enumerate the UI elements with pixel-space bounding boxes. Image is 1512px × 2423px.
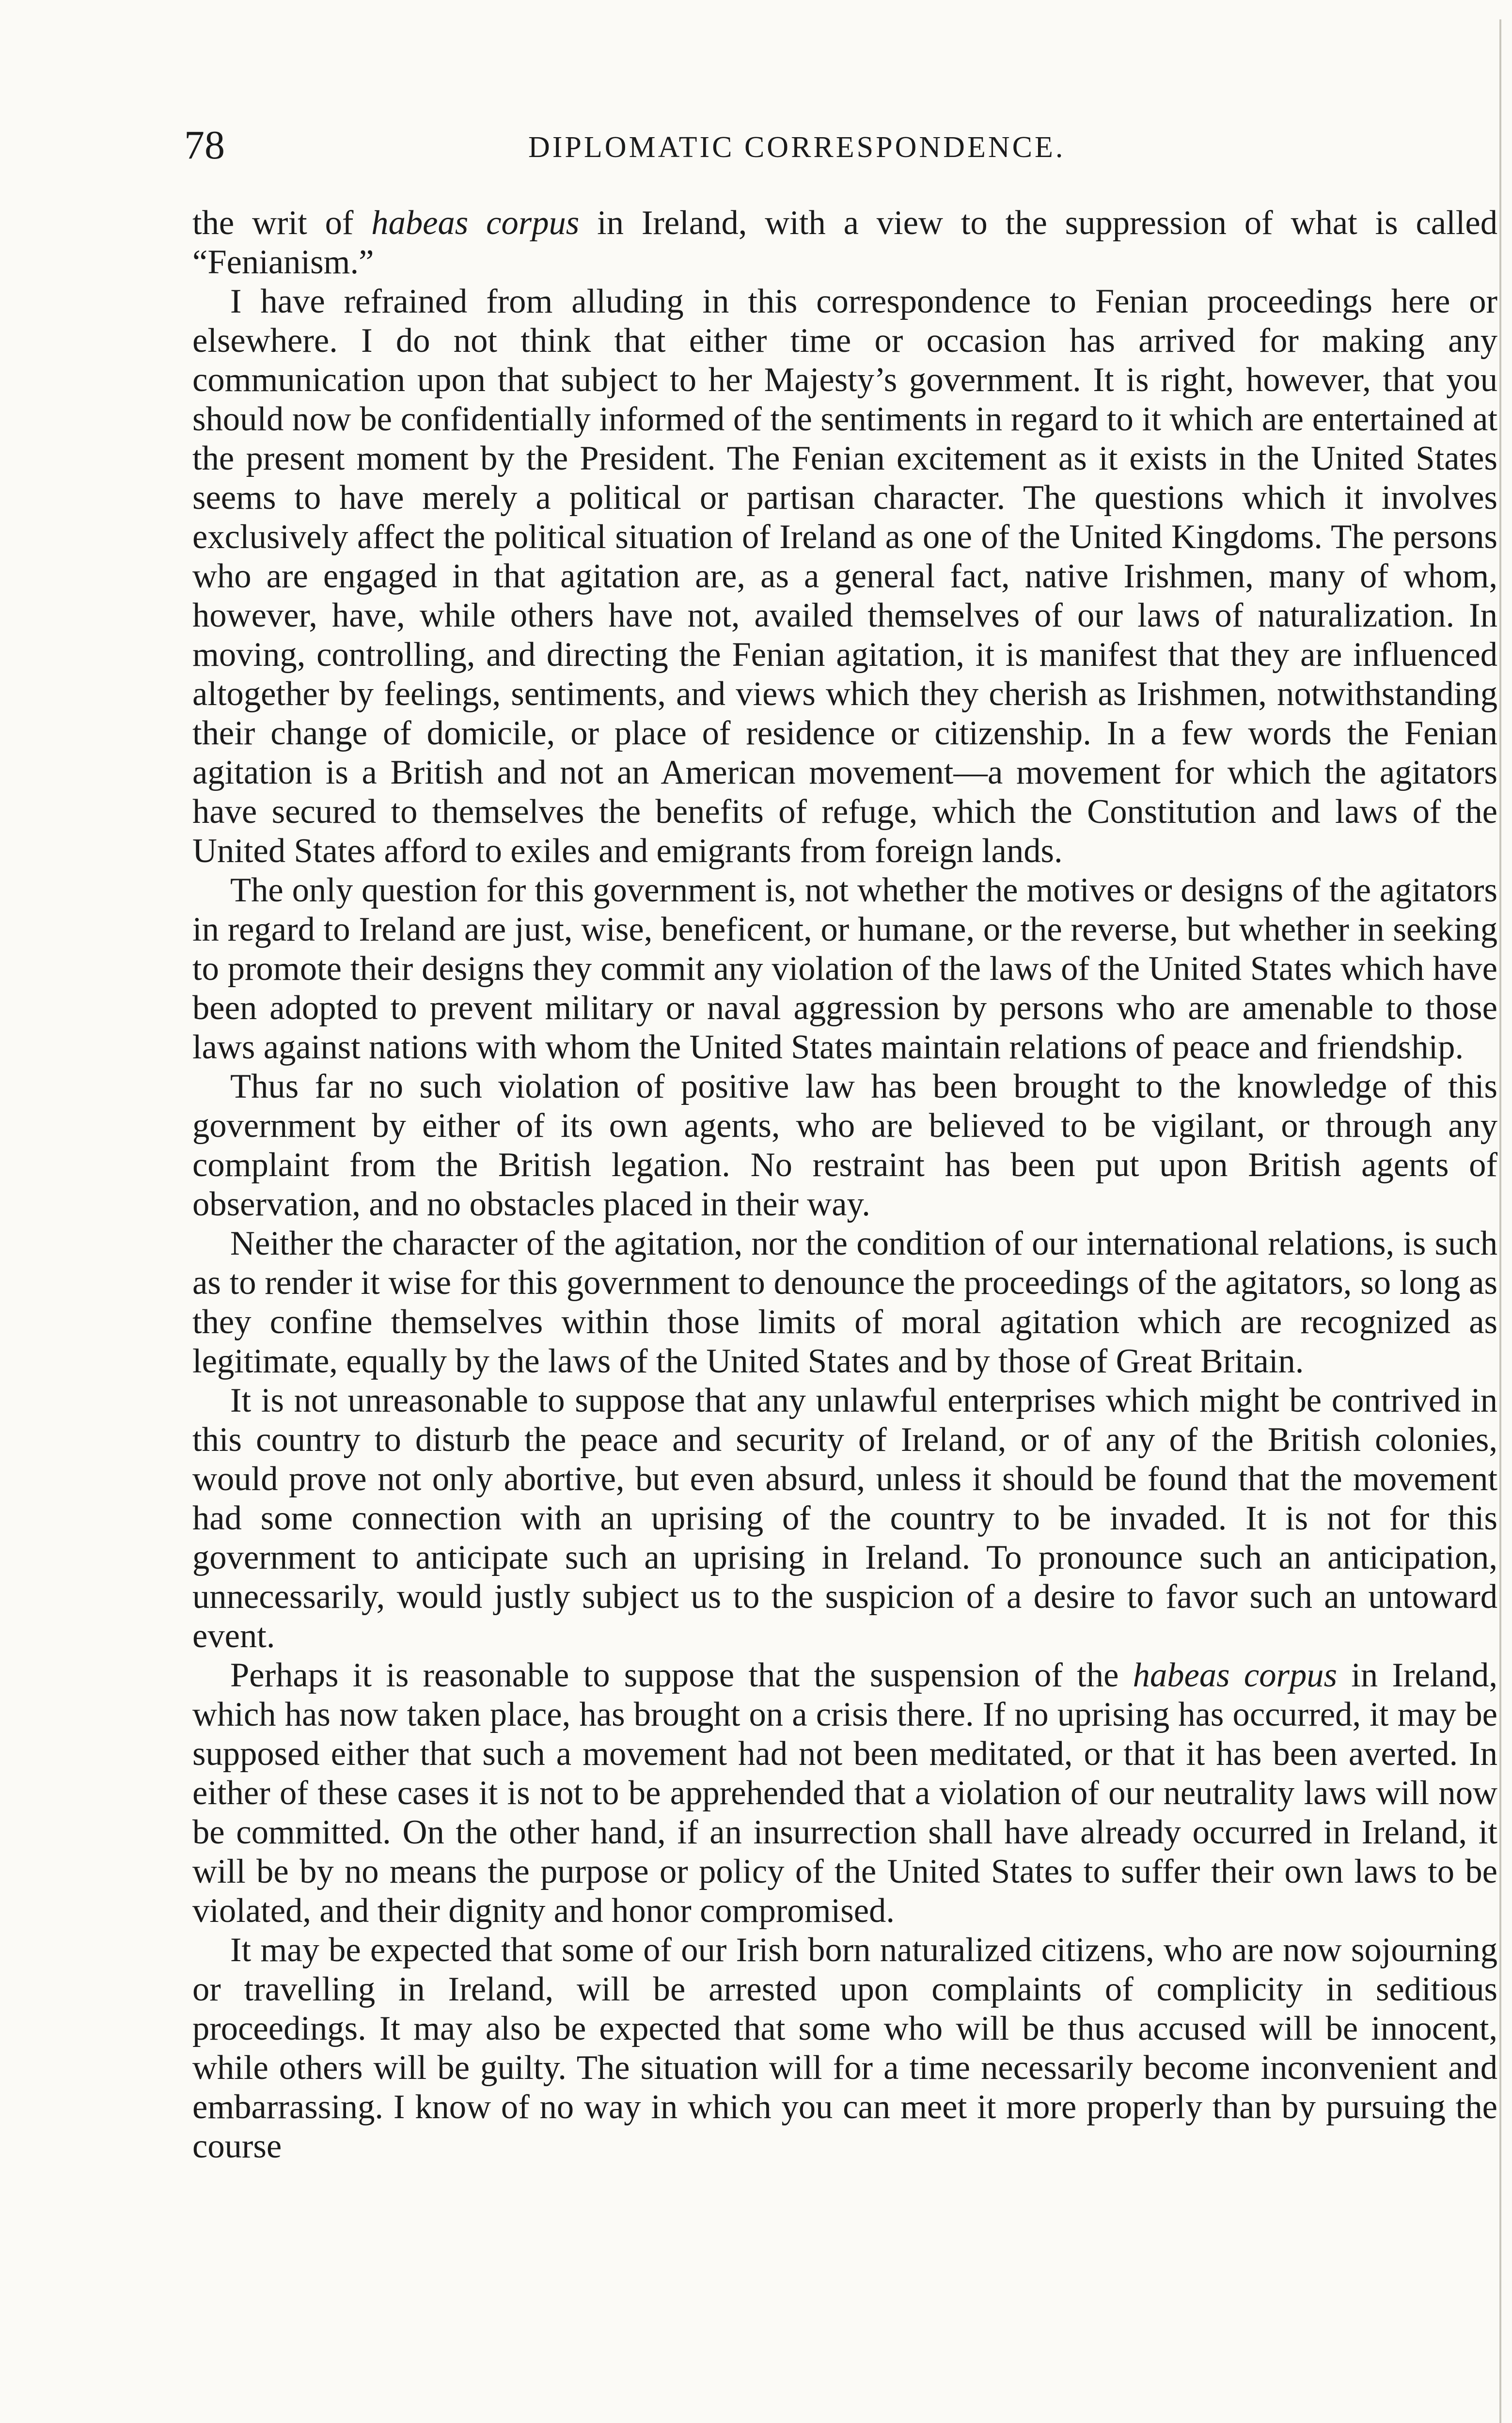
paragraph-1 (192, 204, 1497, 282)
paragraph-1-text-b: in Ireland, with a view to the suppression of what is called “Fenianism.” (192, 204, 1497, 281)
page-header (184, 116, 1149, 174)
paragraph-7 (192, 1656, 1497, 1931)
letter-body (192, 204, 1497, 2166)
running-head: DIPLOMATIC CORRESPONDENCE. (528, 131, 1066, 164)
paragraph-5: Neither the character of the agitation, nor the condition of our international relations, is such as to render it wise for this government to denounce the proceedings of the agitators, so long as they confine themselves within those limits of moral agitation which are recognized as legitimate, equally by the laws of the United States and by those of Great Britain. (192, 1225, 1497, 1380)
paragraph-8: It may be expected that some of our Irish born naturalized citizens, who are now sojourning or travelling in Ireland, will be arrested upon complaints of complicity in seditious proceedings. It may also be expected that some who will be thus accused will be innocent, while others will be guilty. The situation will for a time necessarily become inconvenient and embarrassing. I know of no way in which you can meet it more properly than by pursuing the course (192, 1931, 1497, 2165)
page-edge-line (1499, 19, 1501, 2423)
paragraph-7-text-b: in Ireland, which has now taken place, has brought on a crisis there. If no uprising has occurred, it may be supposed either that such a movement had not been meditated, or that it has been averted. In either of these cases it is not to be apprehended that a violation of our neutrality laws will now be committed. On the other hand, if an insurrection shall have already occurred in Ireland, it will be by no means the purpose or policy of the United States to suffer their own laws to be violated, and their dignity and honor compromised. (192, 1656, 1497, 1930)
paragraph-3: The only question for this government is, not whether the motives or designs of the agitators in regard to Ireland are just, wise, beneficent, or humane, or the reverse, but whether in seeking to promote their designs they commit any violation of the laws of the United States which have been adopted to prevent military or naval aggression by persons who are amenable to those laws against nations with whom the United States maintain relations of peace and friendship. (192, 871, 1497, 1066)
paragraph-4: Thus far no such violation of positive law has been brought to the knowledge of this government by either of its own agents, who are believed to be vigilant, or through any complaint from the British legation. No restraint has been put upon British agents of observation, and no obstacles placed in their way. (192, 1068, 1497, 1223)
paragraph-7-text-a: Perhaps it is reasonable to suppose that the suspension of the (230, 1656, 1133, 1694)
paragraph-1-text-a: the writ of (192, 204, 372, 242)
paragraph-1-italic: habeas corpus (371, 204, 580, 242)
paragraph-2: I have refrained from alluding in this correspondence to Fenian proceedings here or elsewhere. I do not think that either time or occasion has arrived for making any communication upon that subject to her Majesty’s government. It is right, however, that you should now be confidentially informed of the sentiments in regard to it which are entertained at the present moment by the President. The Fenian excitement as it exists in the United States seems to have merely a political or partisan character. The questions which it involves exclusively affect the political situation of Ireland as one of the United Kingdoms. The persons who are engaged in that agitation are, as a general fact, native Irishmen, many of whom, however, have, while others have not, availed themselves of our laws of naturalization. In moving, controlling, and directing the Fenian agitation, it is manifest that they are influenced altogether by feelings, sentiments, and views which they cherish as Irishmen, notwithstanding their change of domicile, or place of residence or citizenship. In a few words the Fenian agitation is a British and not an American movement—a movement for which the agitators have secured to themselves the benefits of refuge, which the Constitution and laws of the United States afford to exiles and emigrants from foreign lands. (192, 283, 1497, 870)
page-number: 78 (184, 123, 225, 168)
paragraph-7-italic: habeas corpus (1133, 1656, 1338, 1694)
paragraph-6: It is not unreasonable to suppose that any unlawful enterprises which might be contrived in this country to disturb the peace and security of Ireland, or of any of the British colonies, would prove not only abortive, but even absurd, unless it should be found that the movement had some connection with an uprising of the country to be invaded. It is not for this government to anticipate such an uprising in Ireland. To pronounce such an anticipation, unnecessarily, would justly subject us to the suspicion of a desire to favor such an untoward event. (192, 1382, 1497, 1655)
